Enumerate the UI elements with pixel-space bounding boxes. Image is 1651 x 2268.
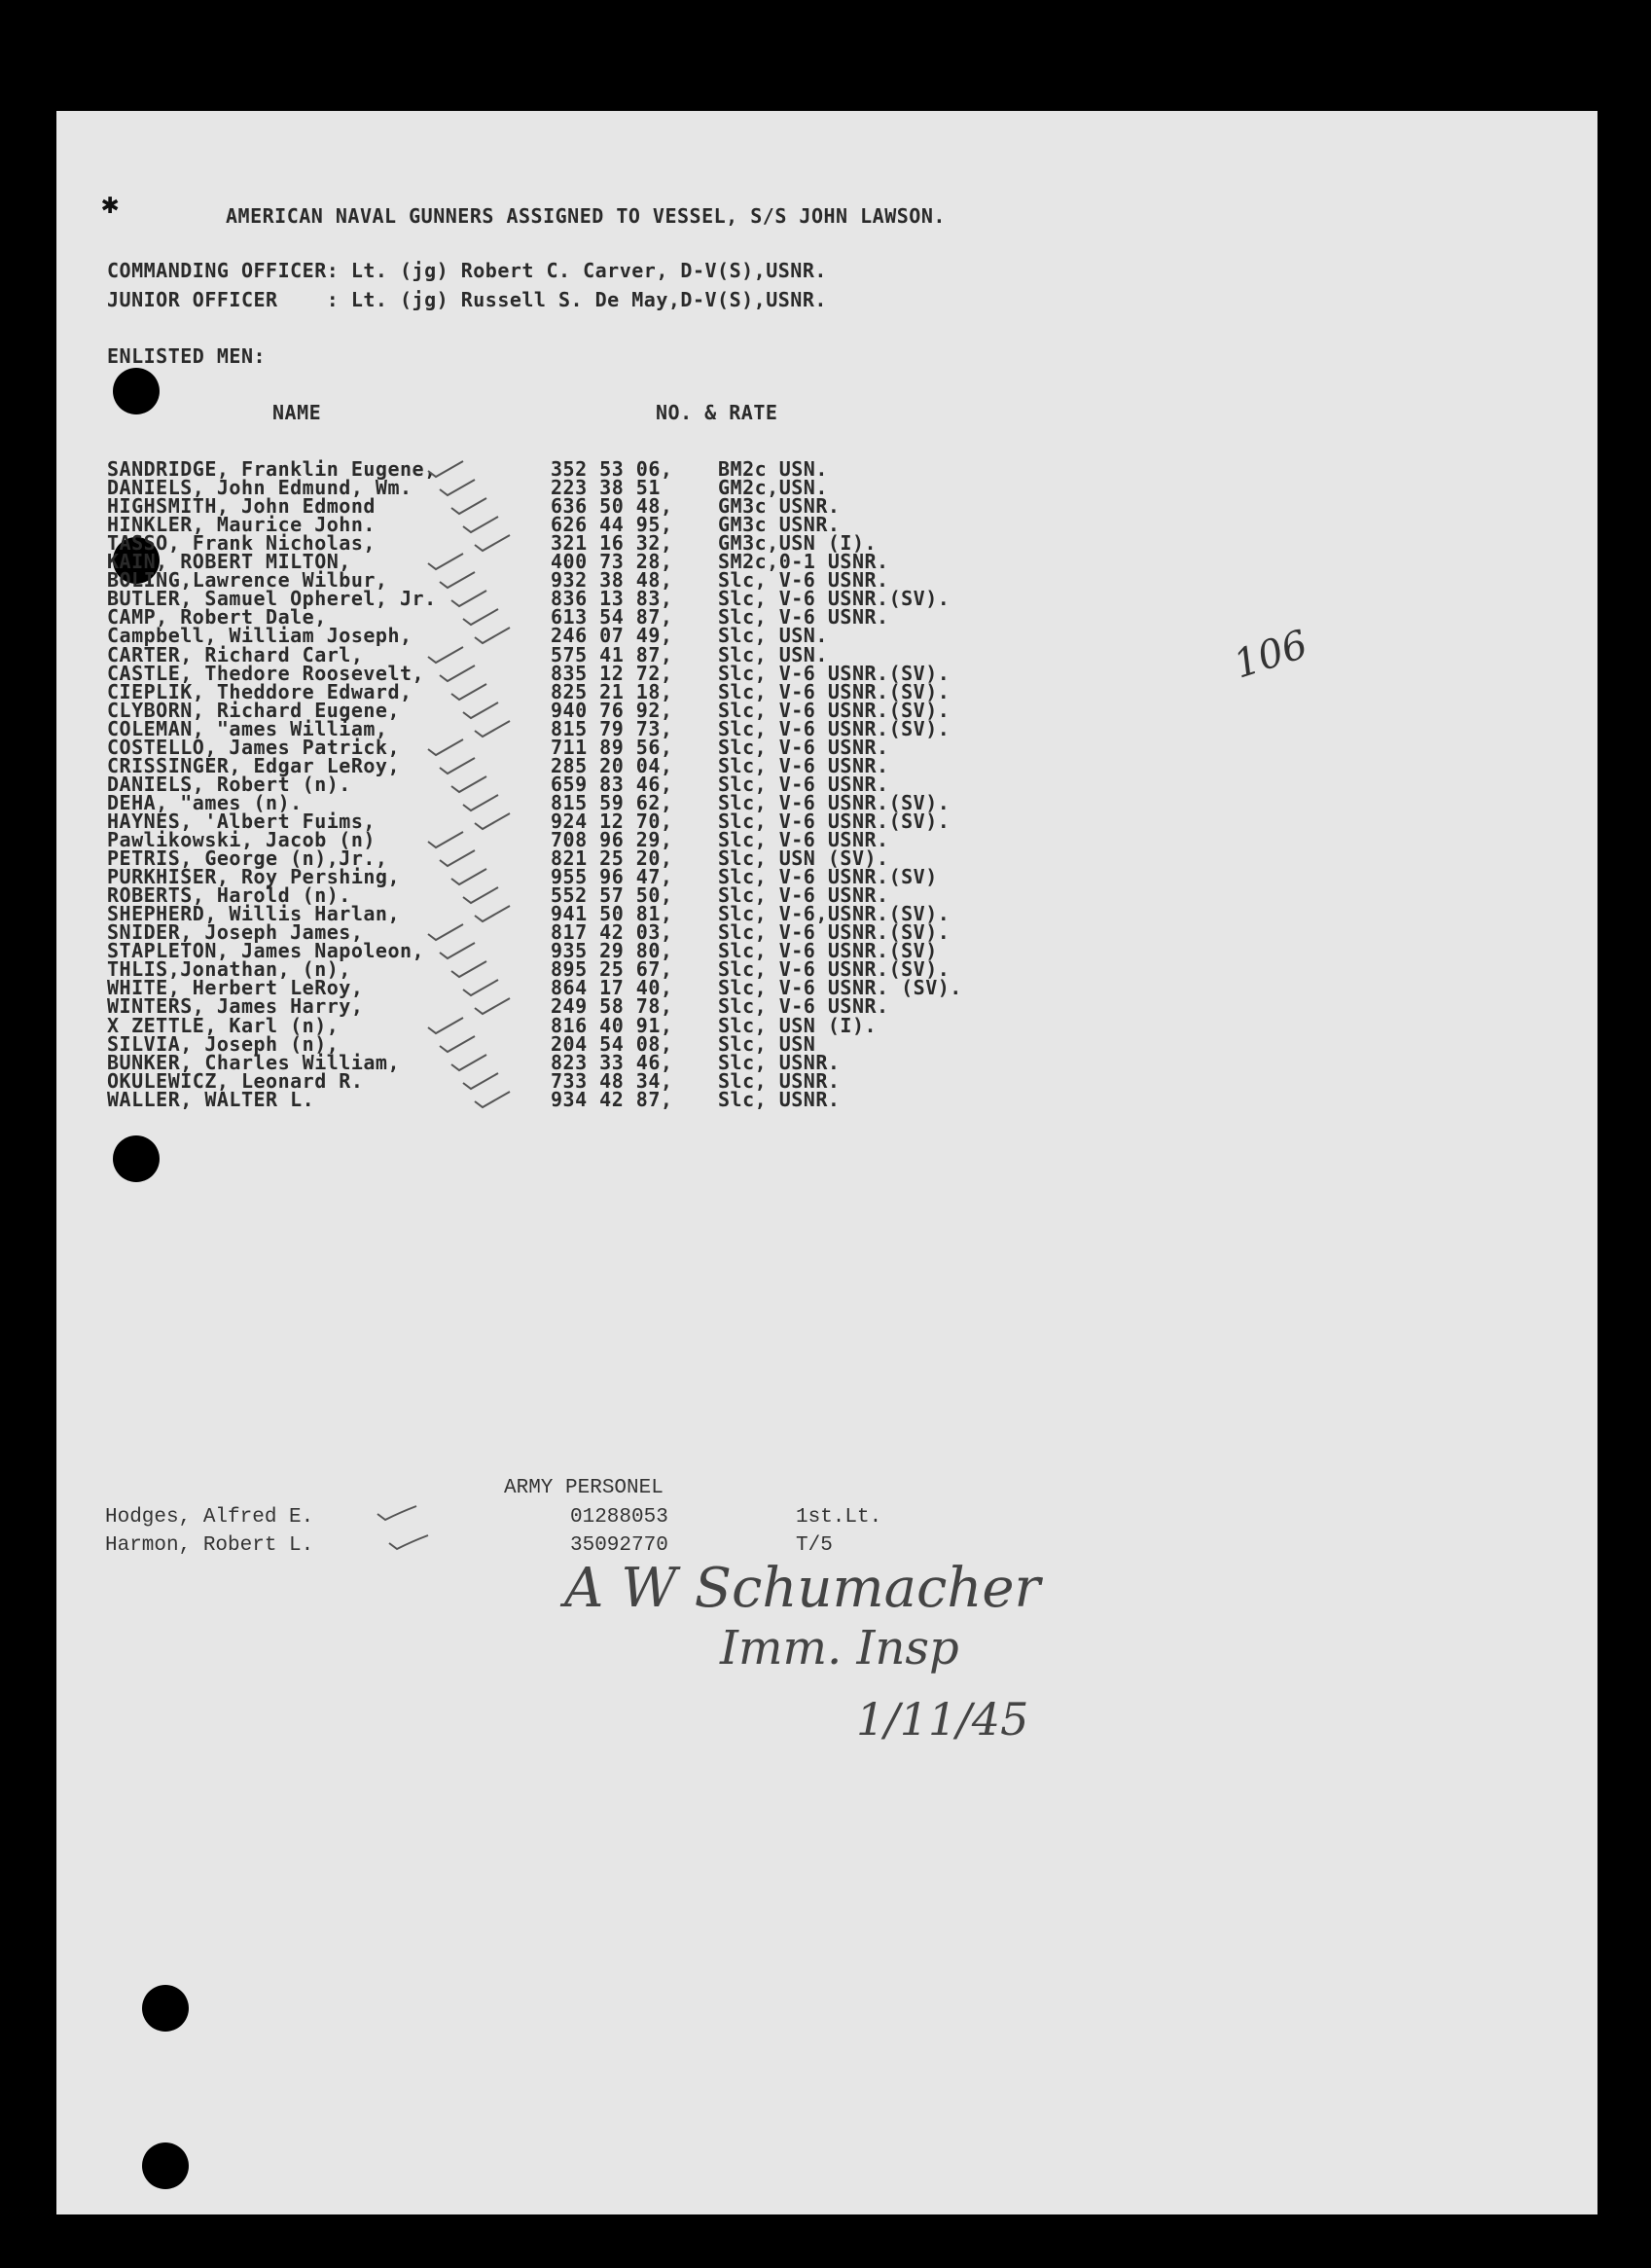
enlisted-name: COSTELLO, James Patrick, bbox=[107, 736, 400, 759]
enlisted-name: DANIELS, Robert (n). bbox=[107, 773, 351, 796]
enlisted-rate: Slc, USN (SV). bbox=[718, 846, 889, 870]
column-header-no-rate: NO. & RATE bbox=[656, 401, 778, 424]
enlisted-number: 825 21 18, bbox=[551, 680, 673, 703]
check-mark bbox=[451, 776, 486, 792]
enlisted-rate: Slc, V-6 USNR.(SV). bbox=[718, 717, 951, 740]
enlisted-number: 733 48 34, bbox=[551, 1069, 673, 1093]
enlisted-number: 246 07 49, bbox=[551, 624, 673, 647]
enlisted-name: HAYNES, 'Albert Fuims, bbox=[107, 810, 376, 833]
check-mark bbox=[451, 498, 486, 514]
enlisted-name: PETRIS, George (n),Jr., bbox=[107, 846, 388, 870]
enlisted-number: 817 42 03, bbox=[551, 920, 673, 944]
enlisted-number: 636 50 48, bbox=[551, 494, 673, 518]
enlisted-rate: Slc, V-6 USNR. bbox=[718, 883, 889, 907]
check-mark bbox=[428, 461, 463, 477]
enlisted-rate: Slc, V-6 USNR.(SV). bbox=[718, 791, 951, 814]
enlisted-name: ROBERTS, Harold (n). bbox=[107, 883, 351, 907]
enlisted-number: 223 38 51 bbox=[551, 476, 661, 499]
enlisted-number: 659 83 46, bbox=[551, 773, 673, 796]
enlisted-rate: GM3c USNR. bbox=[718, 494, 841, 518]
check-mark bbox=[440, 666, 475, 681]
enlisted-rate: Slc, V-6 USNR.(SV). bbox=[718, 920, 951, 944]
check-mark bbox=[451, 684, 486, 700]
army-rank: T/5 bbox=[796, 1534, 833, 1557]
enlisted-name: CIEPLIK, Theddore Edward, bbox=[107, 680, 413, 703]
check-mark bbox=[475, 535, 510, 551]
enlisted-number: 711 89 56, bbox=[551, 736, 673, 759]
enlisted-name: HIGHSMITH, John Edmond bbox=[107, 494, 376, 518]
page-number: 106 bbox=[1228, 622, 1313, 688]
enlisted-name: CAMP, Robert Dale, bbox=[107, 605, 327, 629]
enlisted-number: 895 25 67, bbox=[551, 957, 673, 981]
column-header-name: NAME bbox=[272, 401, 322, 424]
enlisted-number: 249 58 78, bbox=[551, 994, 673, 1018]
check-mark bbox=[428, 1018, 463, 1033]
enlisted-name: SANDRIDGE, Franklin Eugene, bbox=[107, 457, 437, 481]
check-mark bbox=[428, 832, 463, 847]
enlisted-name: WALLER, WALTER L. bbox=[107, 1088, 315, 1111]
check-mark bbox=[463, 887, 498, 903]
enlisted-name: BOLING,Lawrence Wilbur, bbox=[107, 568, 388, 592]
enlisted-rate: GM2c,USN. bbox=[718, 476, 828, 499]
enlisted-rate: Slc, USNR. bbox=[718, 1088, 841, 1111]
enlisted-name: PURKHISER, Roy Pershing, bbox=[107, 865, 400, 888]
enlisted-rate: Slc, V-6 USNR.(SV) bbox=[718, 939, 938, 962]
enlisted-rate: Slc, V-6 USNR.(SV). bbox=[718, 957, 951, 981]
check-mark bbox=[428, 647, 463, 663]
check-mark bbox=[440, 480, 475, 495]
signature-name: A W Schumacher bbox=[564, 1557, 1041, 1620]
enlisted-rate: Slc, V-6 USNR. bbox=[718, 754, 889, 777]
enlisted-name: WINTERS, James Harry, bbox=[107, 994, 364, 1018]
enlisted-number: 935 29 80, bbox=[551, 939, 673, 962]
check-mark bbox=[451, 869, 486, 884]
army-name: Harmon, Robert L. bbox=[105, 1534, 314, 1557]
enlisted-number: 864 17 40, bbox=[551, 976, 673, 999]
enlisted-name: Pawlikowski, Jacob (n) bbox=[107, 828, 376, 851]
check-mark bbox=[463, 702, 498, 718]
enlisted-name: Campbell, William Joseph, bbox=[107, 624, 413, 647]
signature-date: 1/11/45 bbox=[856, 1693, 1029, 1746]
enlisted-number: 816 40 91, bbox=[551, 1014, 673, 1037]
enlisted-number: 932 38 48, bbox=[551, 568, 673, 592]
enlisted-rate: Slc, V-6 USNR. bbox=[718, 828, 889, 851]
enlisted-number: 352 53 06, bbox=[551, 457, 673, 481]
check-mark bbox=[389, 1535, 428, 1549]
enlisted-rate: Slc, V-6 USNR. bbox=[718, 994, 889, 1018]
check-mark bbox=[475, 1092, 510, 1107]
army-rank: 1st.Lt. bbox=[796, 1506, 882, 1529]
army-number: 01288053 bbox=[570, 1506, 668, 1529]
enlisted-rate: Slc, USNR. bbox=[718, 1069, 841, 1093]
enlisted-number: 626 44 95, bbox=[551, 513, 673, 536]
check-mark bbox=[463, 517, 498, 532]
enlisted-number: 835 12 72, bbox=[551, 662, 673, 685]
check-mark bbox=[440, 850, 475, 866]
army-heading: ARMY PERSONEL bbox=[504, 1477, 664, 1499]
enlisted-label: ENLISTED MEN: bbox=[107, 344, 267, 368]
enlisted-number: 836 13 83, bbox=[551, 587, 673, 610]
enlisted-number: 552 57 50, bbox=[551, 883, 673, 907]
enlisted-rate: Slc, V-6 USNR.(SV). bbox=[718, 680, 951, 703]
enlisted-rate: Slc, USN. bbox=[718, 643, 828, 666]
check-mark bbox=[475, 721, 510, 737]
enlisted-name: HINKLER, Maurice John. bbox=[107, 513, 376, 536]
enlisted-name: BUTLER, Samuel Opherel, Jr. bbox=[107, 587, 437, 610]
enlisted-name: WHITE, Herbert LeRoy, bbox=[107, 976, 364, 999]
enlisted-number: 613 54 87, bbox=[551, 605, 673, 629]
enlisted-number: 815 59 62, bbox=[551, 791, 673, 814]
check-mark bbox=[428, 924, 463, 940]
enlisted-rate: Slc, USN (I). bbox=[718, 1014, 878, 1037]
enlisted-name: CRISSINGER, Edgar LeRoy, bbox=[107, 754, 400, 777]
army-number: 35092770 bbox=[570, 1534, 668, 1557]
enlisted-number: 400 73 28, bbox=[551, 550, 673, 573]
enlisted-rate: Slc, V-6 USNR.(SV) bbox=[718, 865, 938, 888]
check-mark bbox=[475, 628, 510, 643]
check-mark bbox=[440, 943, 475, 958]
enlisted-name: COLEMAN, "ames William, bbox=[107, 717, 388, 740]
enlisted-number: 815 79 73, bbox=[551, 717, 673, 740]
enlisted-number: 940 76 92, bbox=[551, 699, 673, 722]
check-mark bbox=[428, 554, 463, 569]
enlisted-rate: Slc, V-6 USNR. bbox=[718, 568, 889, 592]
enlisted-name: DEHA, "ames (n). bbox=[107, 791, 303, 814]
check-mark bbox=[377, 1506, 416, 1520]
check-mark bbox=[440, 1036, 475, 1052]
enlisted-number: 575 41 87, bbox=[551, 643, 673, 666]
check-mark bbox=[463, 609, 498, 625]
check-mark bbox=[440, 758, 475, 774]
enlisted-name: X ZETTLE, Karl (n), bbox=[107, 1014, 340, 1037]
enlisted-number: 821 25 20, bbox=[551, 846, 673, 870]
enlisted-rate: BM2c USN. bbox=[718, 457, 828, 481]
enlisted-rate: Slc, V-6 USNR.(SV). bbox=[718, 587, 951, 610]
check-mark bbox=[451, 1055, 486, 1070]
check-mark bbox=[463, 1073, 498, 1089]
enlisted-number: 823 33 46, bbox=[551, 1051, 673, 1074]
check-mark bbox=[475, 906, 510, 921]
enlisted-name: BUNKER, Charles William, bbox=[107, 1051, 400, 1074]
enlisted-number: 708 96 29, bbox=[551, 828, 673, 851]
enlisted-name: CARTER, Richard Carl, bbox=[107, 643, 364, 666]
ink-blot: ✱ bbox=[101, 187, 120, 221]
enlisted-name: SNIDER, Joseph James, bbox=[107, 920, 364, 944]
enlisted-number: 955 96 47, bbox=[551, 865, 673, 888]
enlisted-number: 924 12 70, bbox=[551, 810, 673, 833]
enlisted-rate: Slc, V-6 USNR.(SV). bbox=[718, 810, 951, 833]
check-mark bbox=[475, 813, 510, 829]
enlisted-rate: Slc, V-6 USNR.(SV). bbox=[718, 662, 951, 685]
enlisted-name: THLIS,Jonathan, (n), bbox=[107, 957, 351, 981]
enlisted-name: CASTLE, Thedore Roosevelt, bbox=[107, 662, 425, 685]
junior-officer: JUNIOR OFFICER : Lt. (jg) Russell S. De May,D-V(S),USNR. bbox=[107, 288, 827, 311]
document-title: AMERICAN NAVAL GUNNERS ASSIGNED TO VESSEL, S/S JOHN LAWSON. bbox=[226, 204, 946, 228]
check-mark bbox=[475, 998, 510, 1014]
enlisted-rate: Slc, V-6 USNR. bbox=[718, 605, 889, 629]
check-mark bbox=[428, 739, 463, 755]
enlisted-rate: GM3c,USN (I). bbox=[718, 531, 878, 555]
enlisted-rate: Slc, V-6 USNR.(SV). bbox=[718, 699, 951, 722]
enlisted-rate: Slc, V-6 USNR. (SV). bbox=[718, 976, 962, 999]
enlisted-number: 941 50 81, bbox=[551, 902, 673, 925]
enlisted-number: 934 42 87, bbox=[551, 1088, 673, 1111]
commanding-officer: COMMANDING OFFICER: Lt. (jg) Robert C. Carver, D-V(S),USNR. bbox=[107, 259, 827, 282]
check-mark bbox=[451, 591, 486, 606]
enlisted-name: DANIELS, John Edmund, Wm. bbox=[107, 476, 413, 499]
check-mark bbox=[440, 572, 475, 588]
enlisted-rate: Slc, USN bbox=[718, 1032, 816, 1056]
enlisted-rate: SM2c,0-1 USNR. bbox=[718, 550, 889, 573]
army-name: Hodges, Alfred E. bbox=[105, 1506, 314, 1529]
enlisted-name: STAPLETON, James Napoleon, bbox=[107, 939, 425, 962]
enlisted-rate: GM3c USNR. bbox=[718, 513, 841, 536]
enlisted-rate: Slc, USN. bbox=[718, 624, 828, 647]
enlisted-name: OKULEWICZ, Leonard R. bbox=[107, 1069, 364, 1093]
check-mark bbox=[463, 980, 498, 995]
enlisted-number: 285 20 04, bbox=[551, 754, 673, 777]
enlisted-name: SILVIA, Joseph (n), bbox=[107, 1032, 340, 1056]
enlisted-number: 321 16 32, bbox=[551, 531, 673, 555]
enlisted-name: SHEPHERD, Willis Harlan, bbox=[107, 902, 400, 925]
enlisted-number: 204 54 08, bbox=[551, 1032, 673, 1056]
enlisted-name: CLYBORN, Richard Eugene, bbox=[107, 699, 400, 722]
signature-title: Imm. Insp bbox=[720, 1621, 959, 1675]
enlisted-name: TASSO, Frank Nicholas, bbox=[107, 531, 376, 555]
enlisted-rate: Slc, V-6,USNR.(SV). bbox=[718, 902, 951, 925]
enlisted-rate: Slc, USNR. bbox=[718, 1051, 841, 1074]
enlisted-name: KAIN, ROBERT MILTON, bbox=[107, 550, 351, 573]
enlisted-rate: Slc, V-6 USNR. bbox=[718, 736, 889, 759]
check-mark bbox=[451, 961, 486, 977]
check-mark bbox=[463, 795, 498, 810]
enlisted-rate: Slc, V-6 USNR. bbox=[718, 773, 889, 796]
